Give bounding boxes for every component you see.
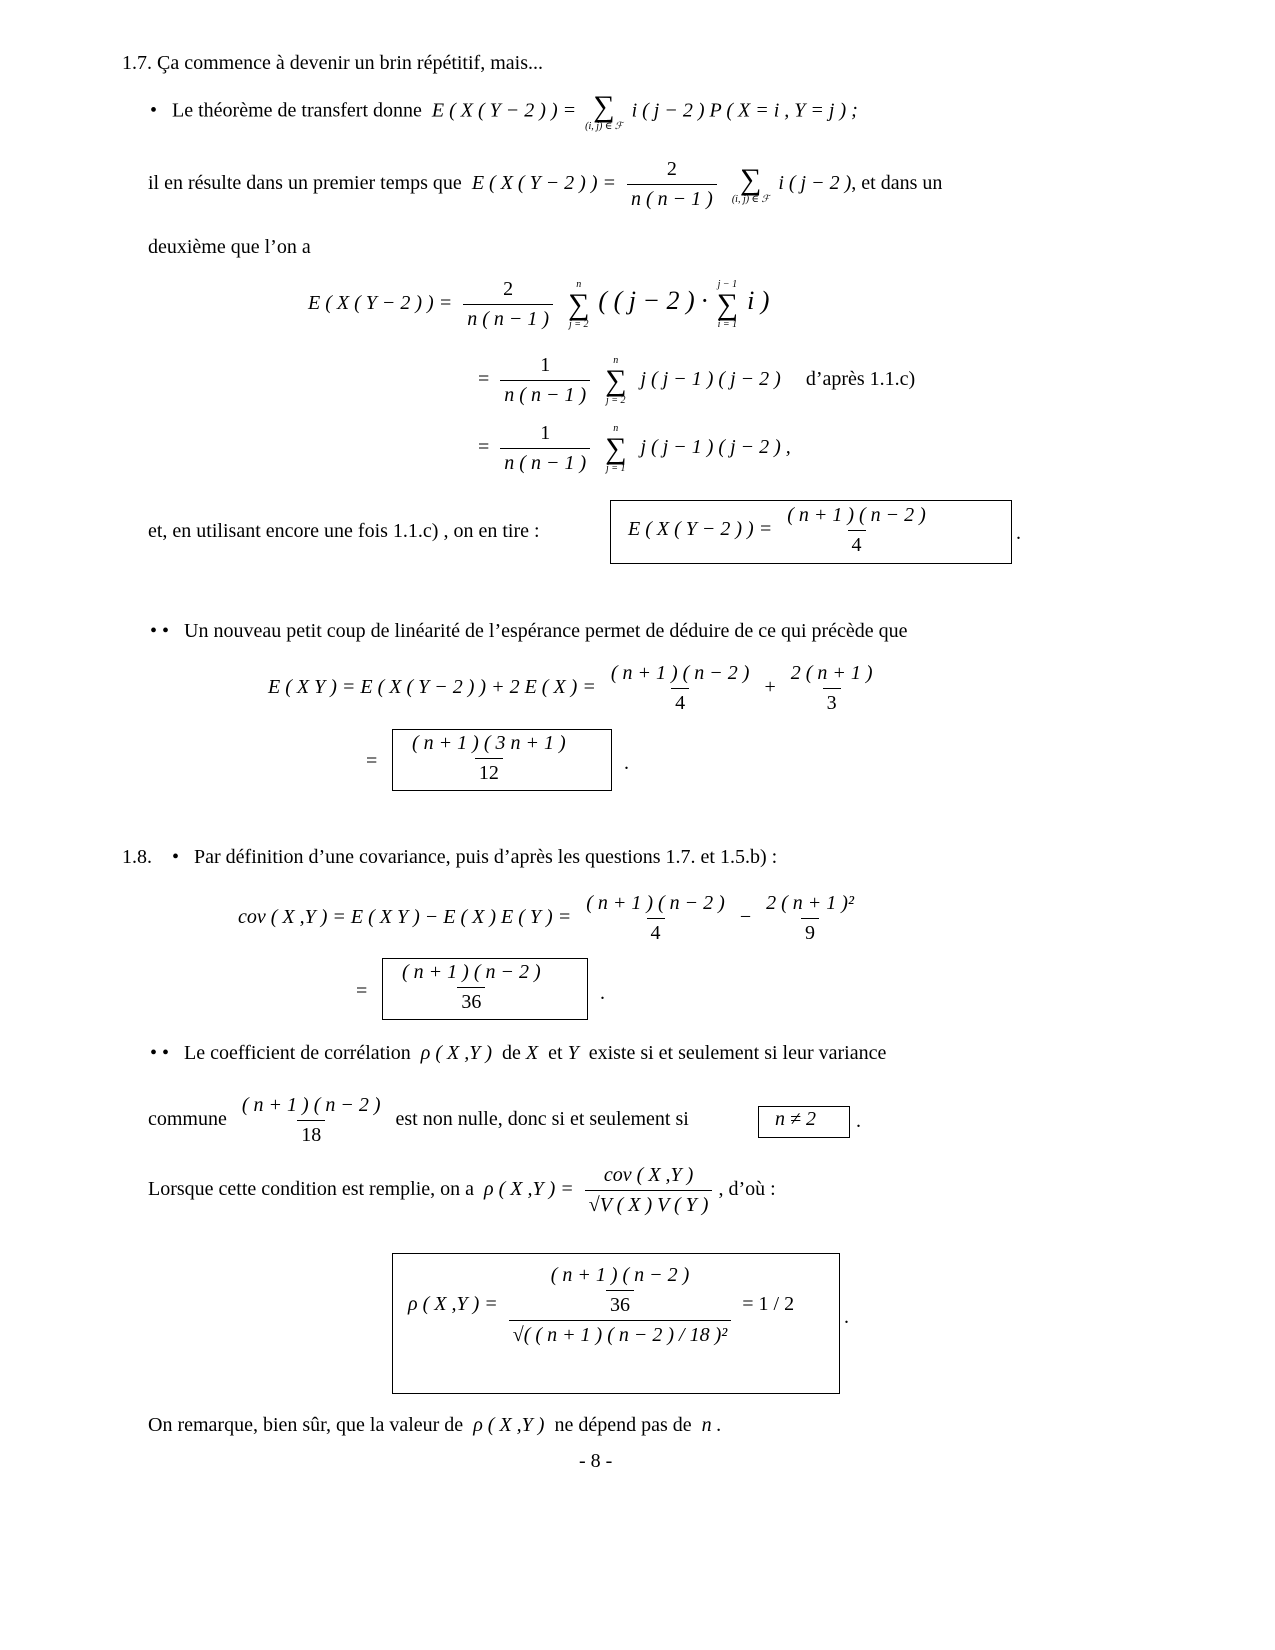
derivation-line-2: = $\frac{1}{n ( n - 1 )}$ n ∑ j = 2 j ( j − 1 ) ( j − 2 ) d’après 1.1.c) <box>478 354 916 406</box>
result-box-EXY-content: $\frac{( n + 1 ) ( 3 n + 1 )}{12}$ <box>412 732 566 784</box>
derivation-line-1: E ( X ( Y − 2 ) ) = $\frac{2}{n ( n - 1 )}$ n ∑ j = 2 ( ( j − 2 ) · j − 1 ∑ i = 1 i ) <box>308 278 770 330</box>
linearite-line: • • Un nouveau petit coup de linéarité de l’espérance permet de déduire de ce qui précède que <box>150 620 908 642</box>
remarque-line: On remarque, bien sûr, que la valeur de ρ ( X ,Y ) ne dépend pas de n . <box>148 1414 722 1436</box>
cov-line: cov ( X ,Y ) = E ( X Y ) − E ( X ) E ( Y ) = $\frac{( n + 1 ) ( n - 2 )}{4}$ − $\frac{\text{2 ( n + 1 )²}}{9}$ <box>238 892 854 944</box>
deuxieme-text: deuxième que l’on a <box>148 236 311 258</box>
commune-line: commune $\frac{( n + 1 ) ( n - 2 )}{18}$ est non nulle, donc si et seulement si <box>148 1094 689 1146</box>
result-box-1-content: E ( X ( Y − 2 ) ) = $\frac{( n + 1 ) ( n - 2 )}{4}$ <box>628 504 926 556</box>
lorsque-line: Lorsque cette condition est remplie, on a ρ ( X ,Y ) = $\frac{\text{cov ( X ,Y )}}{√V ( X ) V ( Y )}$ , d’où : <box>148 1164 776 1216</box>
coef-line: • • Le coefficient de corrélation ρ ( X ,Y ) de X et Y existe si et seulement si leur variance <box>150 1042 887 1064</box>
result-box-rho-content: ρ ( X ,Y ) = $\frac{\frac{( n + 1 ) ( n - 2 )}{36}}{\text{√( ( n + 1 ) ( n − 2 ) / 18 )²}}$ = 1 / 2 <box>408 1264 795 1346</box>
transfer-line: • Le théorème de transfert donne E ( X ( Y − 2 ) ) = ∑ (i, j) ∈ ℱ i ( j − 2 ) P ( X = i , Y = j ) ; <box>150 90 858 132</box>
sum-symbol: ∑ (i, j) ∈ ℱ <box>585 90 623 132</box>
result-line: il en résulte dans un premier temps que E ( X ( Y − 2 ) ) = $\frac{2}{n ( n - 1 )}$ ∑ (i, j) ∈ ℱ i ( j − 2 ), et dans un <box>148 158 943 210</box>
derivation-line-3: = $\frac{1}{n ( n - 1 )}$ n ∑ j = 1 j ( j − 1 ) ( j − 2 ) , <box>478 422 791 474</box>
q18-line: 1.8. • Par définition d’une covariance, puis d’après les questions 1.7. et 1.5.b) : <box>122 846 778 868</box>
EXY-line: E ( X Y ) = E ( X ( Y − 2 ) ) + 2 E ( X ) = $\frac{( n + 1 ) ( n - 2 )}{4}$ + $\frac{2 ( n + 1 )}{3}$ <box>268 662 873 714</box>
page-number: - 8 - <box>579 1450 613 1472</box>
q17-title: 1.7. Ça commence à devenir un brin répétitif, mais... <box>122 52 543 74</box>
utilisant-text: et, en utilisant encore une fois 1.1.c) , on en tire : <box>148 520 540 542</box>
result-box-cov-content: $\frac{( n + 1 ) ( n - 2 )}{36}$ <box>402 961 541 1013</box>
bullet: • <box>150 99 158 122</box>
